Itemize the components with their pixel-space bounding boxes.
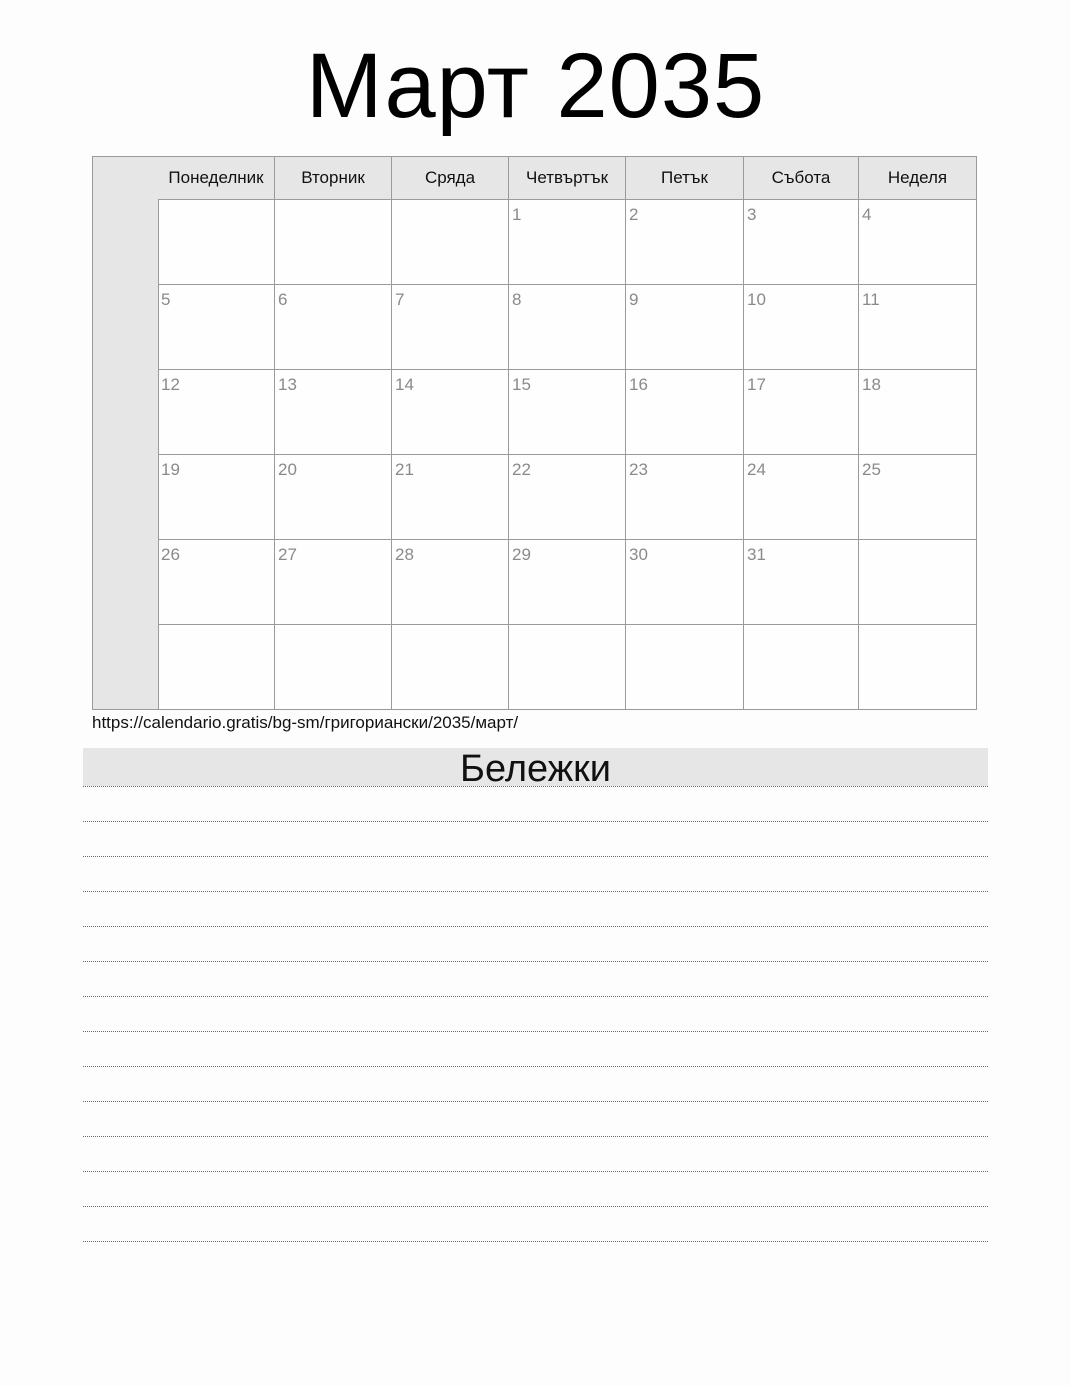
day-cell xyxy=(744,455,859,540)
day-cell xyxy=(509,625,626,710)
day-number: 16 xyxy=(629,375,648,394)
day-number: 30 xyxy=(629,545,648,564)
notes-line xyxy=(83,822,988,857)
day-number: 22 xyxy=(512,460,531,479)
day-number: 1 xyxy=(512,205,522,224)
day-cell xyxy=(275,455,392,540)
day-number: 13 xyxy=(278,375,297,394)
day-cell xyxy=(275,625,392,710)
day-number: 5 xyxy=(161,290,171,309)
day-number: 18 xyxy=(862,375,881,394)
day-cell xyxy=(744,625,859,710)
day-cell xyxy=(158,200,275,285)
notes-line xyxy=(83,1137,988,1172)
notes-line xyxy=(83,1067,988,1102)
day-cell xyxy=(509,540,626,625)
day-number: 3 xyxy=(747,205,757,224)
day-cell xyxy=(744,285,859,370)
day-cell xyxy=(509,370,626,455)
day-cell xyxy=(158,540,275,625)
page-title: Март 2035 xyxy=(305,35,766,137)
calendar-week-row xyxy=(158,200,976,285)
day-number: 7 xyxy=(395,290,405,309)
day-number: 2 xyxy=(629,205,639,224)
weekday-monday: Понеделник xyxy=(158,157,275,200)
weekday-header xyxy=(158,157,976,200)
day-number: 26 xyxy=(161,545,180,564)
day-cell xyxy=(859,625,976,710)
day-number: 10 xyxy=(747,290,766,309)
day-number: 4 xyxy=(862,205,872,224)
notes-line xyxy=(83,1032,988,1067)
month-calendar xyxy=(92,156,977,710)
notes-title: Бележки xyxy=(460,748,611,790)
weekday-sunday: Неделя xyxy=(859,157,976,200)
day-cell xyxy=(275,200,392,285)
calendar-week-row xyxy=(158,455,976,540)
notes-line xyxy=(83,1172,988,1207)
calendar-week-row xyxy=(158,285,976,370)
notes-line xyxy=(83,857,988,892)
day-cell xyxy=(392,285,509,370)
day-number: 6 xyxy=(278,290,288,309)
day-number: 19 xyxy=(161,460,180,479)
day-cell xyxy=(275,540,392,625)
day-cell xyxy=(392,625,509,710)
weekday-thursday: Четвъртък xyxy=(509,157,626,200)
day-number: 17 xyxy=(747,375,766,394)
day-cell xyxy=(626,370,744,455)
weekday-tuesday: Вторник xyxy=(275,157,392,200)
day-cell xyxy=(392,200,509,285)
day-cell xyxy=(859,455,976,540)
day-number: 29 xyxy=(512,545,531,564)
day-cell xyxy=(275,285,392,370)
notes-line xyxy=(83,997,988,1032)
day-cell xyxy=(626,625,744,710)
day-cell xyxy=(859,200,976,285)
day-number: 25 xyxy=(862,460,881,479)
weekday-saturday: Събота xyxy=(744,157,859,200)
day-cell xyxy=(744,200,859,285)
day-cell xyxy=(626,540,744,625)
day-cell xyxy=(392,540,509,625)
day-grid xyxy=(158,200,976,710)
day-cell xyxy=(158,370,275,455)
day-cell xyxy=(158,455,275,540)
day-number: 12 xyxy=(161,375,180,394)
day-cell xyxy=(744,370,859,455)
day-number: 15 xyxy=(512,375,531,394)
day-number: 14 xyxy=(395,375,414,394)
day-number: 9 xyxy=(629,290,639,309)
day-cell xyxy=(509,455,626,540)
day-cell xyxy=(275,370,392,455)
notes-line xyxy=(83,787,988,822)
day-number: 31 xyxy=(747,545,766,564)
weekday-friday: Петък xyxy=(626,157,744,200)
day-cell xyxy=(392,370,509,455)
day-cell xyxy=(626,455,744,540)
day-cell xyxy=(509,200,626,285)
day-cell xyxy=(859,370,976,455)
calendar-week-row xyxy=(158,625,976,710)
day-number: 28 xyxy=(395,545,414,564)
day-cell xyxy=(158,285,275,370)
notes-line xyxy=(83,1207,988,1242)
day-cell xyxy=(626,285,744,370)
day-number: 23 xyxy=(629,460,648,479)
day-number: 27 xyxy=(278,545,297,564)
notes-line xyxy=(83,1102,988,1137)
notes-line xyxy=(83,892,988,927)
day-cell xyxy=(744,540,859,625)
day-cell xyxy=(509,285,626,370)
notes-line xyxy=(83,927,988,962)
day-number: 24 xyxy=(747,460,766,479)
notes-line xyxy=(83,962,988,997)
day-number: 11 xyxy=(862,290,880,309)
source-url: https://calendario.gratis/bg-sm/григориански/2035/март/ xyxy=(92,713,519,732)
day-cell xyxy=(158,625,275,710)
day-cell xyxy=(392,455,509,540)
weekday-wednesday: Сряда xyxy=(392,157,509,200)
day-number: 21 xyxy=(395,460,414,479)
day-number: 20 xyxy=(278,460,297,479)
day-number: 8 xyxy=(512,290,522,309)
day-cell xyxy=(626,200,744,285)
calendar-week-row xyxy=(158,540,976,625)
day-cell xyxy=(859,285,976,370)
calendar-week-row xyxy=(158,370,976,455)
notes-lines xyxy=(83,786,988,1242)
day-cell xyxy=(859,540,976,625)
week-number-column xyxy=(93,157,159,709)
